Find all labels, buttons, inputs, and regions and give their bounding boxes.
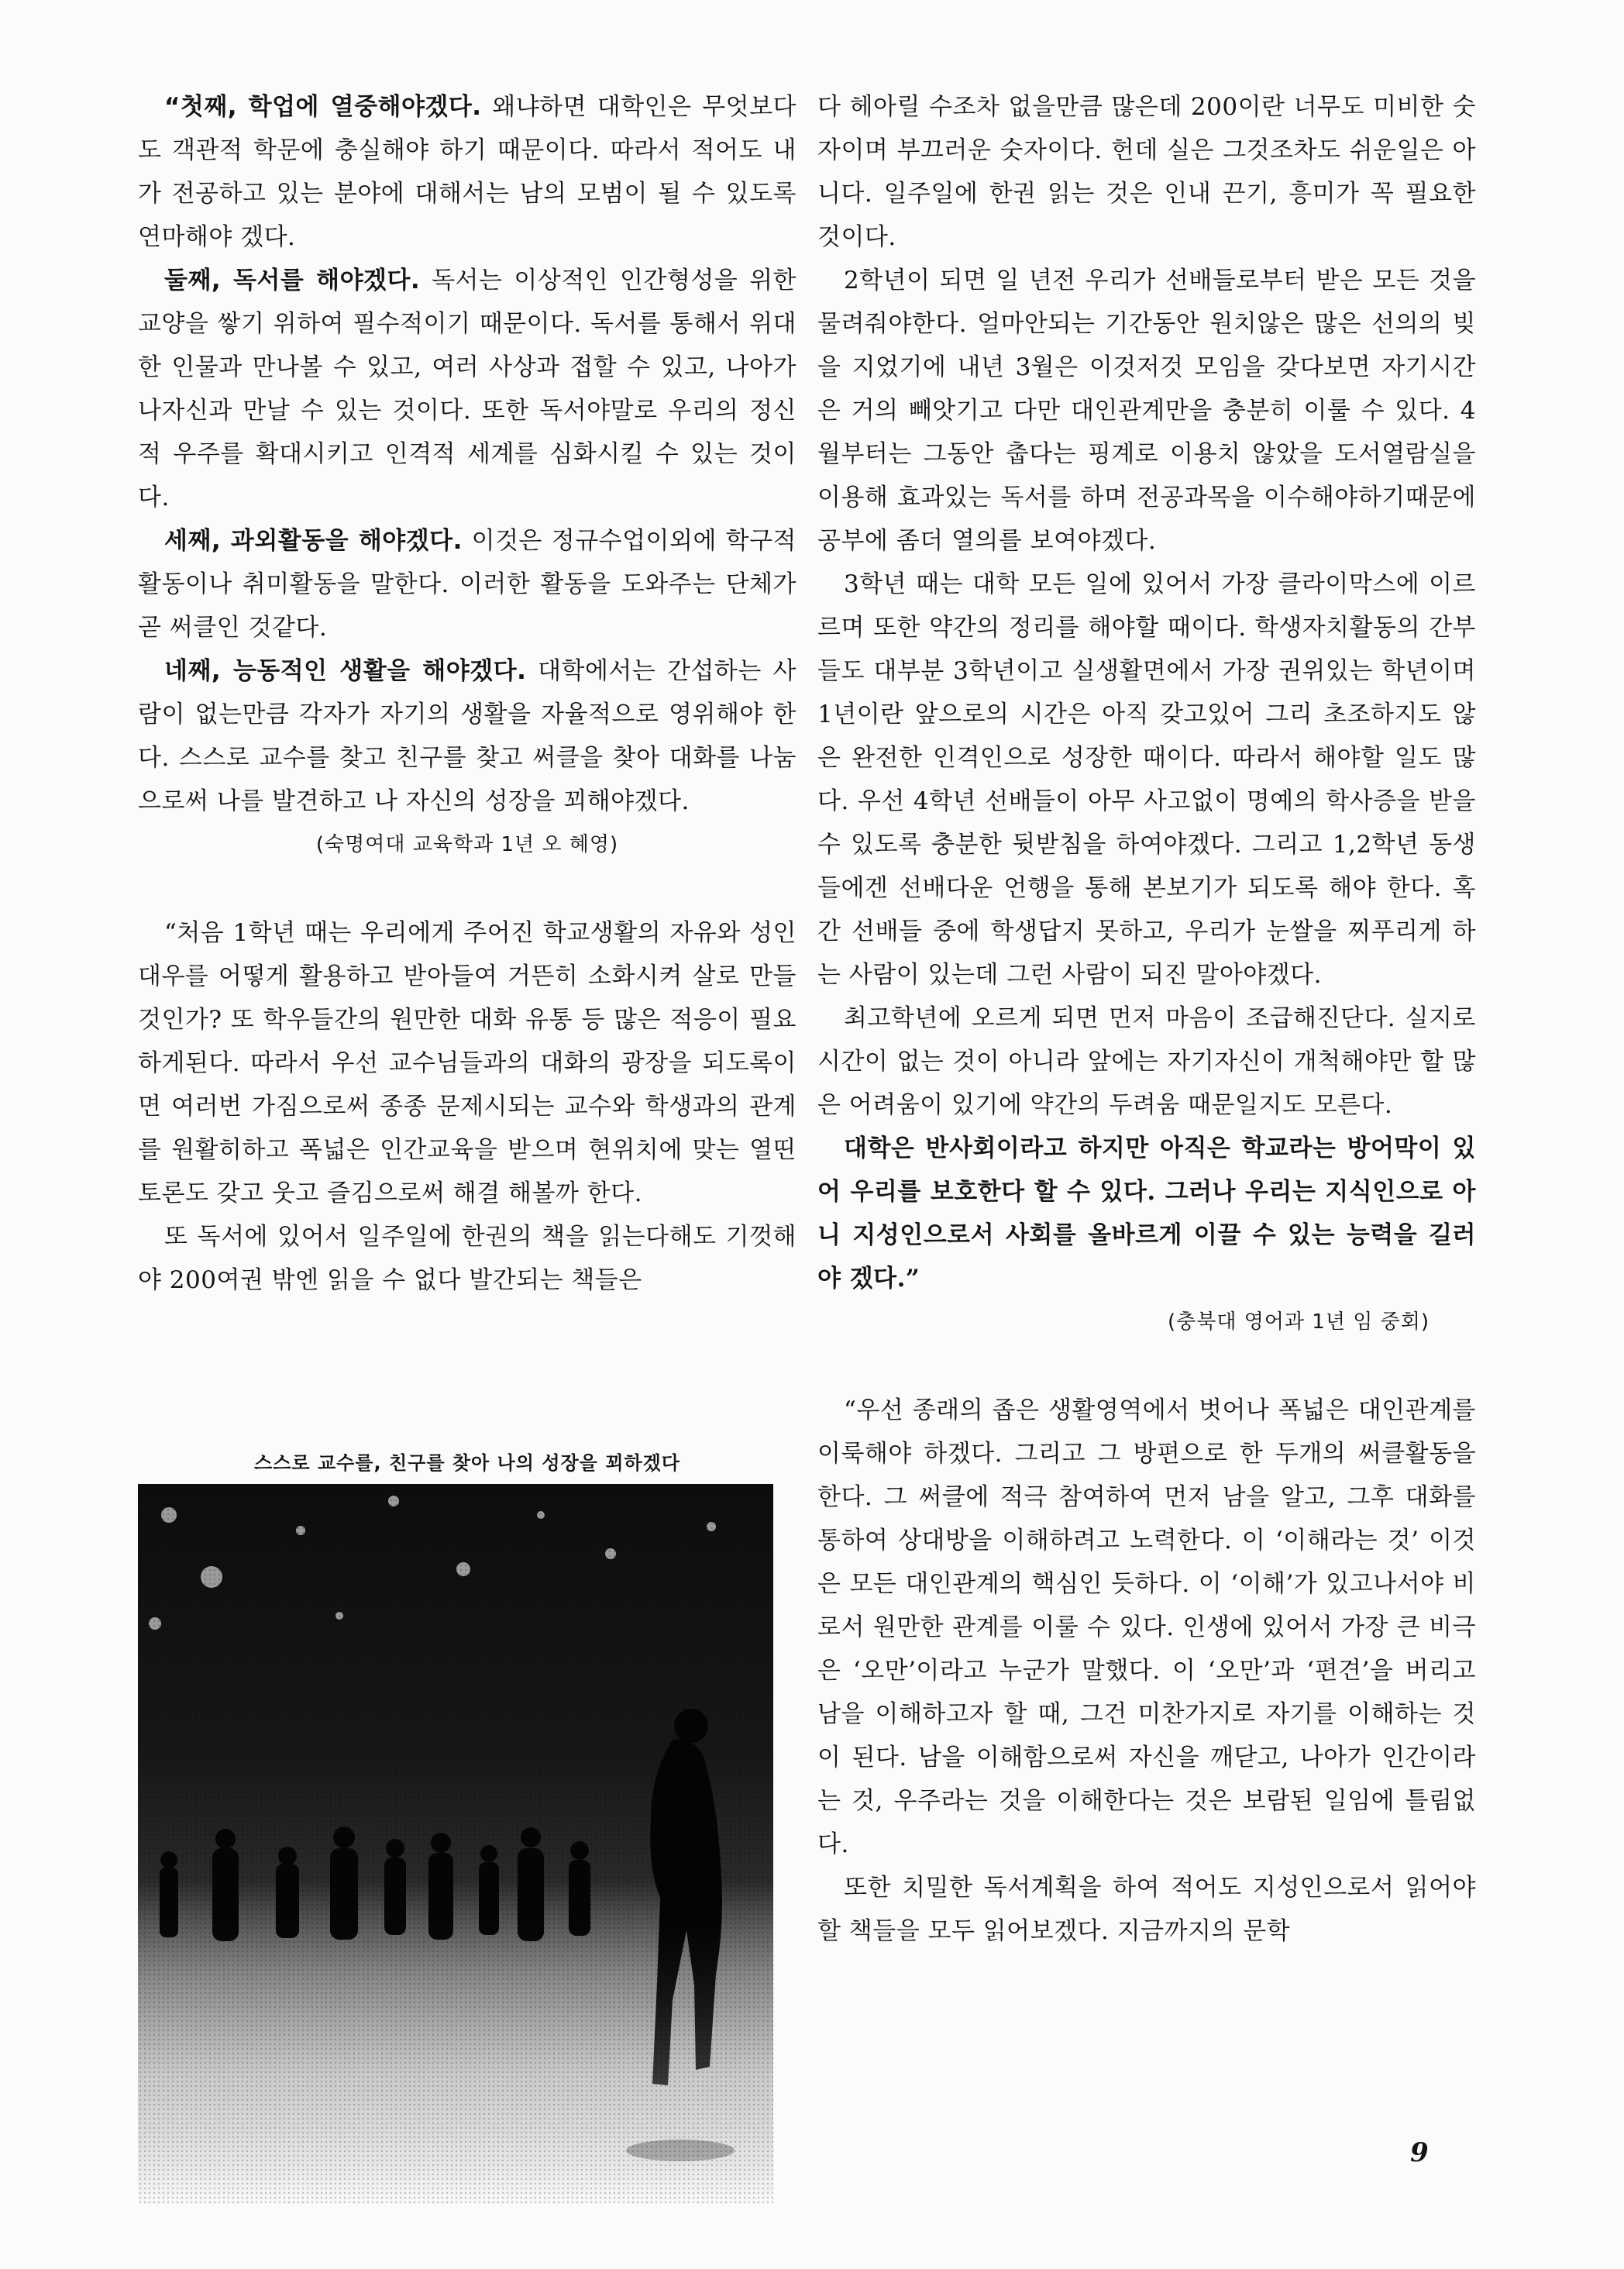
byline-chungbuk: (충북대 영어과 1년 임 중회) <box>1167 1310 1430 1334</box>
body-fourth: 대학에서는 간섭하는 사람이 없는만큼 각자가 자기의 생활을 자율적으로 영위해야 한다. 스스로 교수를 찾고 친구를 찾고 써클을 찾아 대화를 나눔으로써 나를 발견하고 나 자신의 성장을 꾀해야겠다. <box>138 657 797 815</box>
body-second: 독서는 이상적인 인간형성을 위한 교양을 쌓기 위하여 필수적이기 때문이다. 독서를 통해서 위대한 인물과 만나볼 수 있고, 여러 사상과 접할 수 있고, 나아가 나자신과 만날 수 있는 것이다. 또한 독서야말로 우리의 정신적 우주를 확대시키고 인격적 세계를 심화시킬 수 있는 것이다. <box>138 267 797 511</box>
page-number: 9 <box>1410 2137 1429 2168</box>
paragraph-first-year: “처음 1학년 때는 우리에게 주어진 학교생활의 자유와 성인대우를 어떻게 활용하고 받아들여 거뜬히 소화시켜 살로 만들 것인가? 또 학우들간의 원만한 대화 유통 등 많은 적응이 필요하게된다. 따라서 우선 교수님들과의 대화의 광장을 되도록이면 여러번 가짐으로써 종종 문제시되는 교수와 학생과의 관계를 원활히하고 폭넓은 인간교육을 받으며 현위치에 맞는 열띤 토론도 갖고 웃고 즐김으로써 해결 해볼까 한다. <box>138 919 797 1207</box>
paragraph-fourth <box>138 649 797 823</box>
street-photo <box>138 1484 773 2205</box>
section-gap <box>138 866 797 911</box>
photo-caption: 스스로 교수를, 친구를 찾아 나의 성장을 꾀하겠다 <box>254 1452 680 1474</box>
paragraph-reading-continued: 다 헤아릴 수조차 없을만큼 많은데 200이란 너무도 미비한 숫자이며 부끄러운 숫자이다. 헌데 실은 그것조차도 쉬운일은 아니다. 일주일에 한권 읽는 것은 인내 끈기, 흥미가 꼭 필요한 것이다. <box>817 93 1476 251</box>
paragraph-conclusion: 대학은 반사회이라고 하지만 아직은 학교라는 방어막이 있어 우리를 보호한다 할 수 있다. 그러나 우리는 지식인으로 아니 지성인으로서 사회를 올바르게 이끌 수 있는 능력을 길러야 겠다.” <box>817 1134 1476 1293</box>
paragraph-second <box>138 259 797 519</box>
section-gap <box>817 1344 1476 1389</box>
paragraph-third <box>138 519 797 649</box>
body-first: 왜냐하면 대학인은 무엇보다도 객관적 학문에 충실해야 하기 때문이다. 따라서 적어도 내가 전공하고 있는 분야에 대해서는 남의 모범이 될 수 있도록 연마해야 겠다. <box>138 93 797 251</box>
body-third: 이것은 정규수업이외에 학구적 활동이나 취미활동을 말한다. 이러한 활동을 도와주는 단체가 곧 써클인 것같다. <box>138 527 797 642</box>
paragraph-senior-year: 최고학년에 오르게 되면 먼저 마음이 조급해진단다. 실지로 시간이 없는 것이 아니라 앞에는 자기자신이 개척해야만 할 많은 어려움이 있기에 약간의 두려움 때문일지도 모른다. <box>817 1004 1476 1119</box>
lead-fourth: 네째, 능동적인 생활을 해야겠다. <box>164 657 527 685</box>
paragraph-third-year: 3학년 때는 대학 모든 일에 있어서 가장 클라이막스에 이르르며 또한 약간의 정리를 해야할 때이다. 학생자치활동의 간부들도 대부분 3학년이고 실생활면에서 가장 권위있는 학년이며 1년이란 앞으로의 시간은 아직 갖고있어 그리 초조하지도 않은 완전한 인격인으로 성장한 때이다. 따라서 해야할 일도 많다. 우선 4학년 선배들이 아무 사고없이 명예의 학사증을 받을 수 있도록 충분한 뒷받침을 하여야겠다. 그리고 1,2학년 동생들에겐 선배다운 언행을 통해 본보기가 되도록 해야 한다. 혹간 선배들 중에 학생답지 못하고, 우리가 눈쌀을 찌푸리게 하는 사람이 있는데 그런 사람이 되진 말아야겠다. <box>817 570 1476 989</box>
paragraph-reading-plan: 또한 치밀한 독서계획을 하여 적어도 지성인으로서 읽어야 할 책들을 모두 읽어보겠다. 지금까지의 문학 <box>817 1874 1476 1945</box>
lead-third: 세째, 과외활동을 해야겠다. <box>164 527 463 555</box>
right-column <box>817 85 1476 1953</box>
lead-first: “첫째, 학업에 열중해야겠다. <box>164 93 482 121</box>
paragraph-second-year: 2학년이 되면 일 년전 우리가 선배들로부터 받은 모든 것을 물려줘야한다. 얼마안되는 기간동안 원치않은 많은 선의의 빚을 지었기에 내년 3월은 이것저것 모임을 갖다보면 자기시간은 거의 빼앗기고 다만 대인관계만을 충분히 이룰 수 있다. 4월부터는 그동안 춥다는 핑계로 이용치 않았을 도서열람실을 이용해 효과있는 독서를 하며 전공과목을 이수해야하기때문에 공부에 좀더 열의를 보여야겠다. <box>817 267 1476 555</box>
lead-second: 둘째, 독서를 해야겠다. <box>164 267 421 294</box>
pedestrians-illustration <box>138 1484 773 2205</box>
byline-sookmyung: (숙명여대 교육학과 1년 오 혜영) <box>315 833 619 856</box>
paragraph-relationships: “우선 종래의 좁은 생활영역에서 벗어나 폭넓은 대인관계를 이룩해야 하겠다. 그리고 그 방편으로 한 두개의 써클활동을 한다. 그 써클에 적극 참여하여 먼저 남을 알고, 그후 대화를 통하여 상대방을 이해하려고 노력한다. 이 ‘이해라는 것’ 이것은 모든 대인관계의 핵심인 듯하다. 이 ‘이해’가 있고나서야 비로서 원만한 관계를 이룰 수 있다. 인생에 있어서 가장 큰 비극은 ‘오만’이라고 누군가 말했다. 이 ‘오만’과 ‘편견’을 버리고 남을 이해하고자 할 때, 그건 미찬가지로 자기를 이해하는 것이 된다. 남을 이해함으로써 자신을 깨닫고, 나아가 인간이라는 것, 우주라는 것을 이해한다는 것은 보람된 일임에 틀림없다. <box>817 1396 1476 1858</box>
paragraph-reading: 또 독서에 있어서 일주일에 한권의 책을 읽는다해도 기껏해야 200여권 밖엔 읽을 수 없다 발간되는 책들은 <box>138 1223 797 1294</box>
left-column <box>138 85 797 1302</box>
paragraph-first <box>138 85 797 259</box>
